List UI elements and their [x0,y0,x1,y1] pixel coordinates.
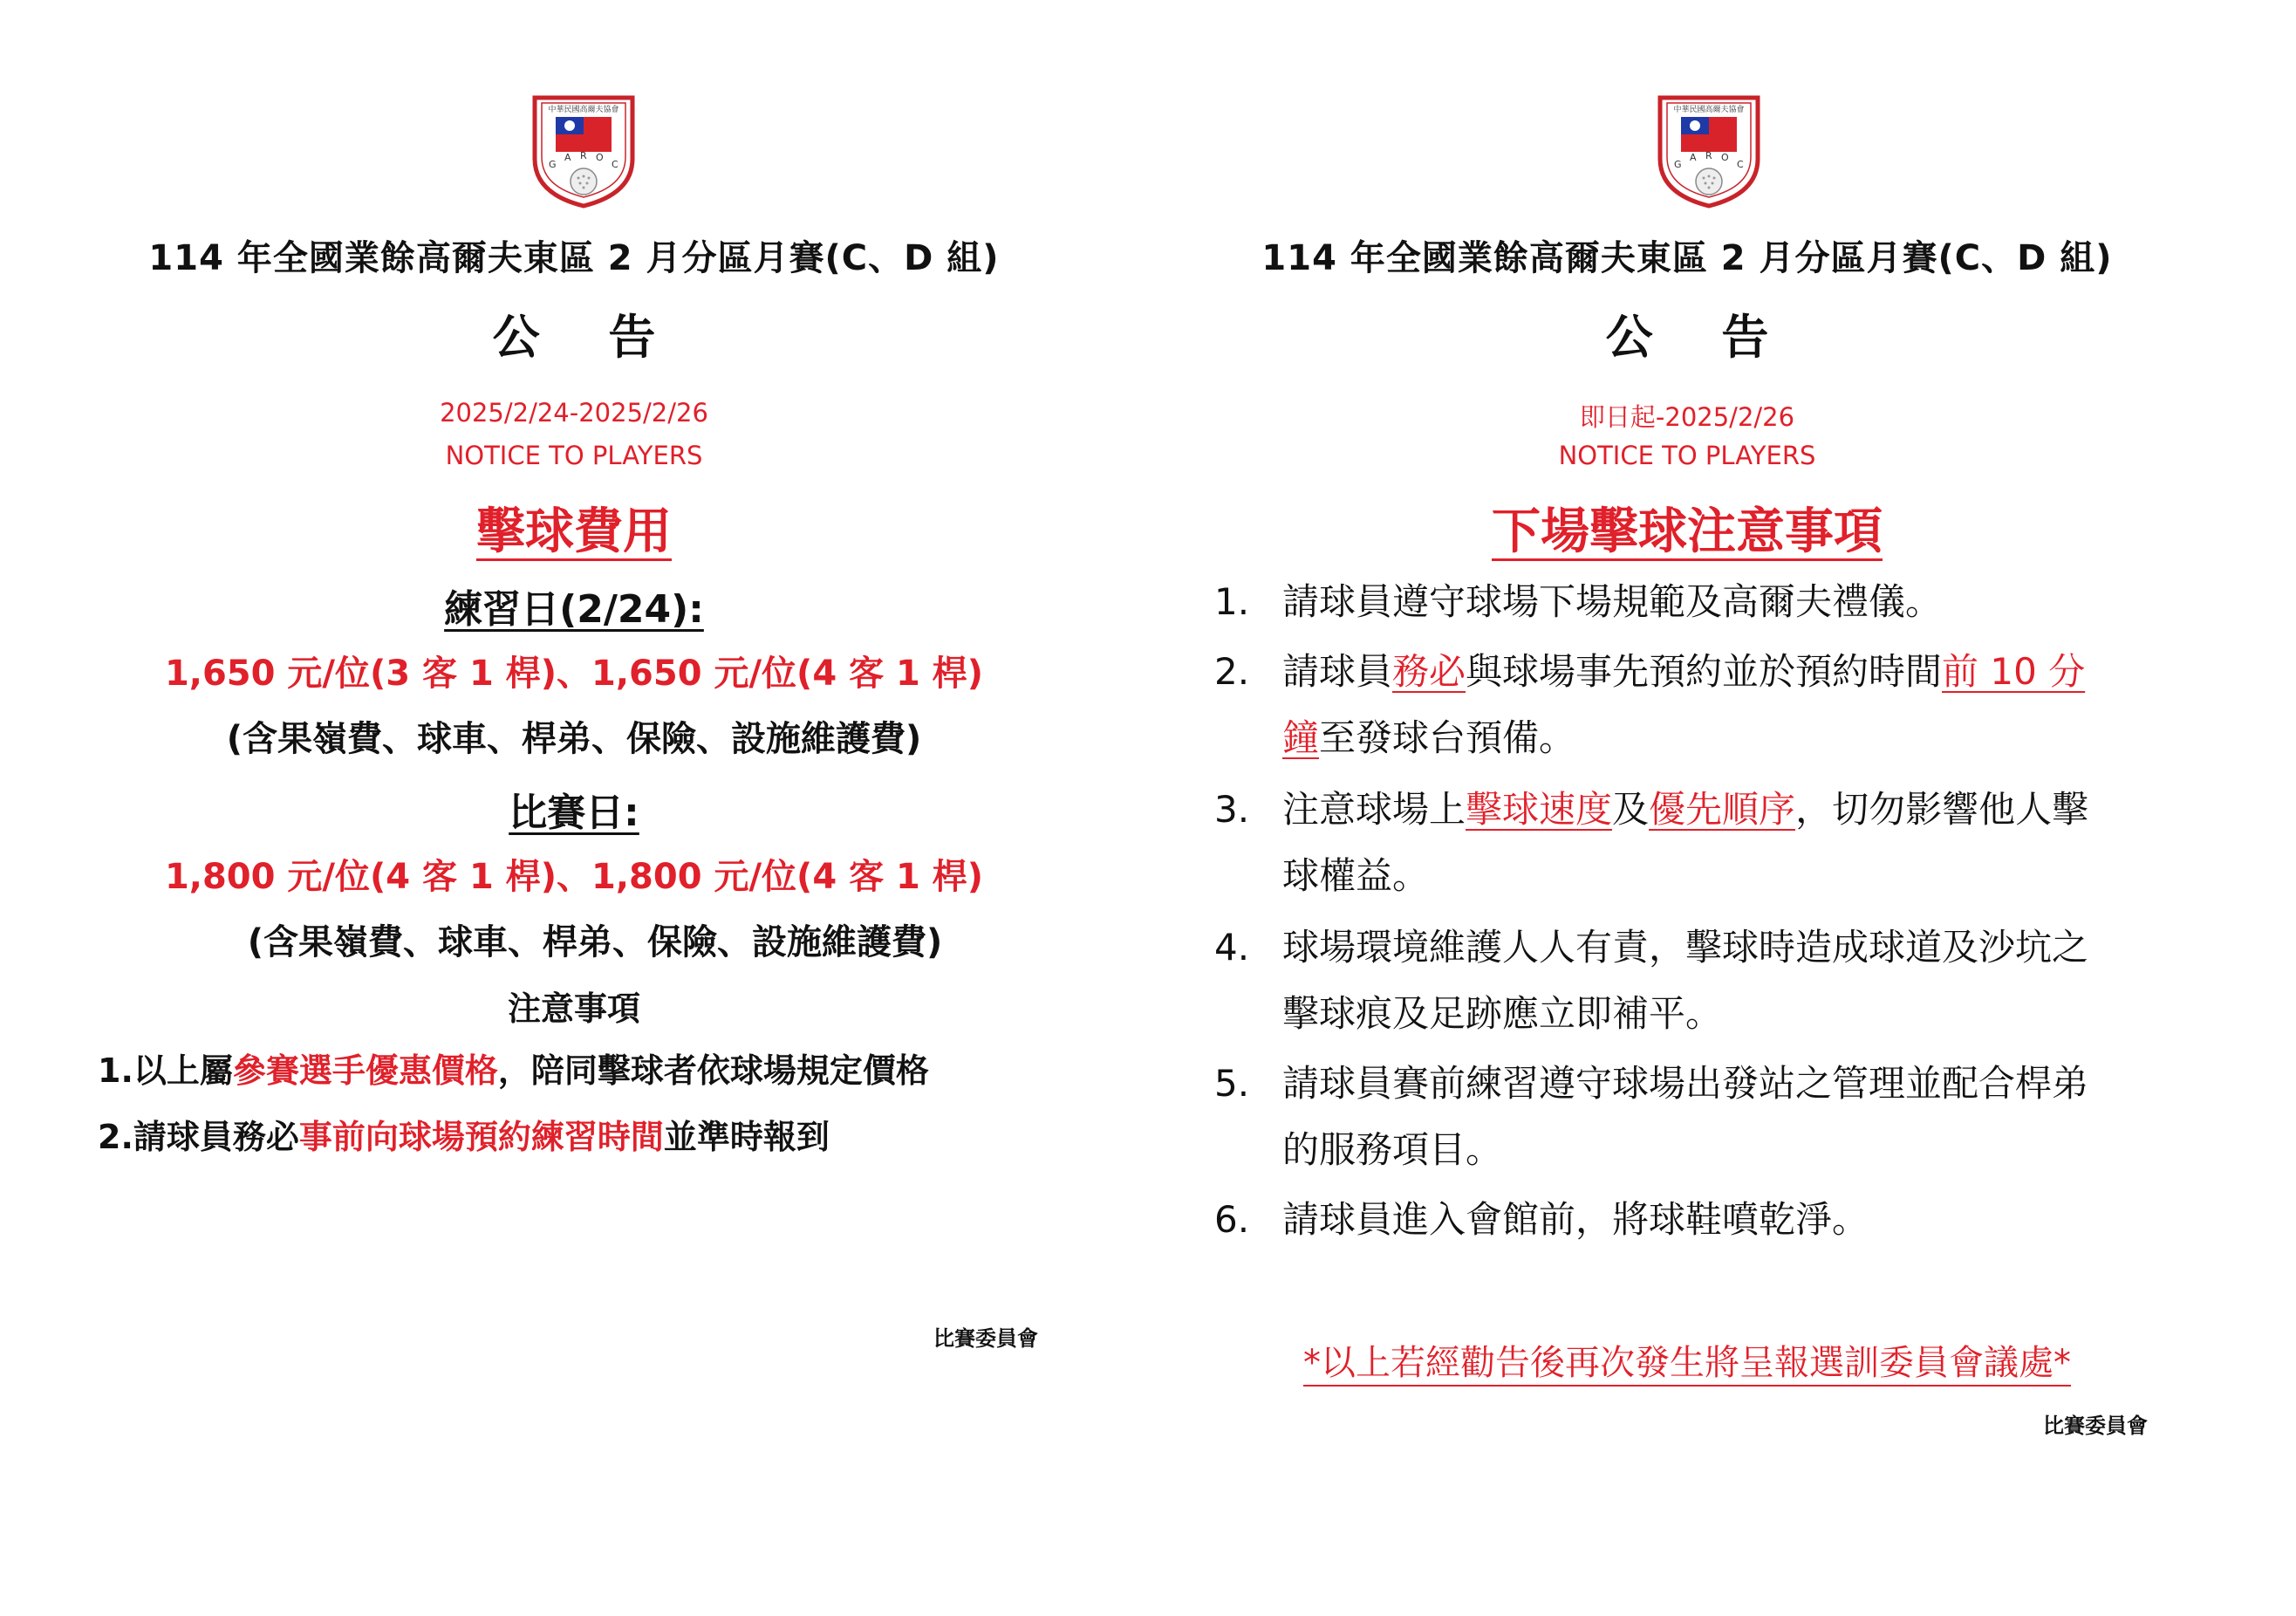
rule-text: 請球員遵守球場下場規範及高爾夫禮儀。 [1282,580,1943,623]
note-highlight: 事前向球場預約練習時間 [298,1118,664,1156]
notice-to-players: NOTICE TO PLAYERS [1558,441,1816,470]
signature: 比賽委員會 [933,1326,1038,1351]
svg-text:G: G [1674,159,1682,170]
rule-number: 6. [1214,1198,1250,1241]
rule-item-1 [1214,569,2226,635]
rule-text: 注意球場上擊球速度及優先順序，切勿影響他人擊 球權益。 [1282,788,2089,897]
notice-panel-course-rules [1148,0,2296,1616]
notice-heading: 公 告 [1605,310,1795,365]
rule-text: 請球員務必與球場事先預約並於預約時間前 10 分 鐘至發球台預備。 [1282,650,2086,759]
practice-day-heading: 練習日(2/24): [444,587,704,632]
rule-number: 1. [1214,580,1250,623]
section-title: 下場擊球注意事項 [1492,503,1883,560]
note-suffix: ，陪同擊球者依球場規定價格 [497,1051,929,1090]
match-day-includes: (含果嶺費、球車、桿弟、保險、設施維護費) [247,922,943,962]
rule-item-2 [1214,639,2226,775]
rule-text: 請球員賽前練習遵守球場出發站之管理並配合桿弟 的服務項目。 [1282,1062,2089,1171]
rule-item-5 [1214,1051,2226,1187]
svg-text:O: O [1721,152,1729,163]
svg-text:中華民國高爾夫協會: 中華民國高爾夫協會 [548,106,619,114]
svg-text:R: R [1705,150,1712,161]
rule-item-3 [1214,777,2226,913]
svg-text:C: C [1737,159,1744,170]
date-range: 即日起-2025/2/26 [1579,402,1795,432]
rule-text: 請球員進入會館前，將球鞋噴乾淨。 [1282,1198,1869,1241]
svg-text:A: A [564,152,571,163]
svg-text:R: R [580,150,587,161]
rule-number: 5. [1214,1062,1250,1105]
note-item-2 [98,1110,830,1158]
practice-day-includes: (含果嶺費、球車、桿弟、保險、設施維護費) [226,719,922,759]
warning-notice: *以上若經勸告後再次發生將呈報選訓委員會議處* [1303,1343,2071,1383]
rule-number: 4. [1214,926,1250,969]
rule-item-4 [1214,914,2226,1051]
event-title: 114 年全國業餘高爾夫東區 2 月分區月賽(C、D 組) [1261,238,2113,278]
note-suffix: 並準時報到 [663,1118,830,1156]
note-highlight: 參賽選手優惠價格 [232,1051,498,1090]
match-day-heading: 比賽日: [509,791,639,835]
rule-text: 球場環境維護人人有責，擊球時造成球道及沙坑之 擊球痕及足跡應立即補平。 [1282,926,2089,1035]
svg-text:A: A [1690,152,1697,163]
svg-text:中華民國高爾夫協會: 中華民國高爾夫協會 [1673,106,1745,114]
notice-heading: 公 告 [492,310,682,365]
match-day-price: 1,800 元/位(4 客 1 桿)、1,800 元/位(4 客 1 桿) [164,857,984,897]
svg-text:O: O [596,152,604,163]
signature: 比賽委員會 [2043,1414,2148,1438]
event-title: 114 年全國業餘高爾夫東區 2 月分區月賽(C、D 組) [148,238,1000,278]
rule-number: 2. [1214,650,1250,693]
notes-heading: 注意事項 [507,989,640,1028]
notice-to-players: NOTICE TO PLAYERS [445,441,703,470]
garoc-crest-logo [530,91,638,209]
svg-text:G: G [549,159,557,170]
rule-number: 3. [1214,788,1250,831]
note-prefix: 2.請球員務必 [98,1118,299,1156]
note-item-1 [98,1044,929,1092]
rule-item-6 [1214,1187,2226,1253]
practice-day-price: 1,650 元/位(3 客 1 桿)、1,650 元/位(4 客 1 桿) [164,654,984,694]
note-prefix: 1.以上屬 [98,1051,233,1090]
section-title: 擊球費用 [476,503,672,560]
date-range: 2025/2/24-2025/2/26 [440,398,708,428]
garoc-crest-logo [1655,91,1763,209]
svg-text:C: C [612,159,618,170]
